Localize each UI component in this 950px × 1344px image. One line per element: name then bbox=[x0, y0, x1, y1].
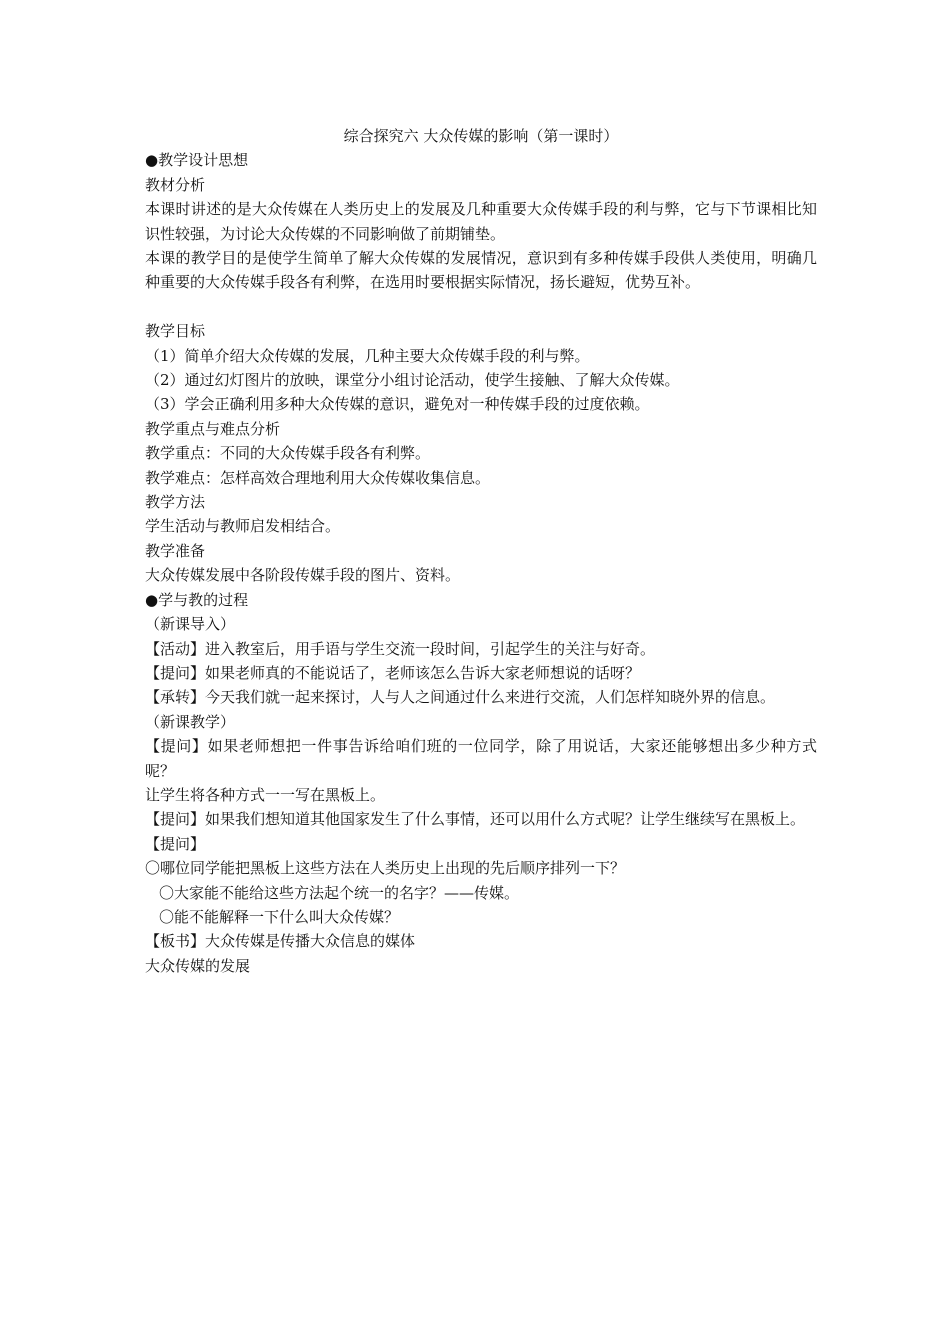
preparation-text: 大众传媒发展中各阶段传媒手段的图片、资料。 bbox=[145, 566, 461, 585]
activity-line: 【活动】进入教室后，用手语与学生交流一段时间，引起学生的关注与好奇。 bbox=[145, 639, 656, 658]
section-heading-design-thoughts: ●教学设计思想 bbox=[145, 151, 249, 170]
question-line-3: 【提问】如果我们想知道其他国家发生了什么事情，还可以用什么方式呢？让学生继续写在黑板上。 bbox=[145, 810, 806, 829]
question-bullet-1: 〇哪位同学能把黑板上这些方法在人类历史上出现的先后顺序排列一下？ bbox=[145, 859, 626, 878]
stage-label-new-lesson: （新课教学） bbox=[145, 712, 236, 731]
document-title: 综合探究六 大众传媒的影响（第一课时） bbox=[343, 127, 619, 145]
stage-label-intro: （新课导入） bbox=[145, 615, 236, 634]
paragraph-material-analysis: 本课时讲述的是大众传媒在人类历史上的发展及几种重要大众传媒手段的利与弊，它与下节课相比知识性较强，为讨论大众传媒的不同影响做了前期铺垫。 bbox=[145, 200, 817, 243]
subheading-teaching-goals: 教学目标 bbox=[145, 322, 206, 341]
question-label: 【提问】 bbox=[145, 834, 206, 853]
goal-item-1: （1）简单介绍大众传媒的发展，几种主要大众传媒手段的利与弊。 bbox=[145, 346, 590, 365]
subheading-key-points: 教学重点与难点分析 bbox=[145, 419, 281, 438]
question-bullet-2: 〇大家能不能给这些方法起个统一的名字？——传媒。 bbox=[159, 883, 520, 902]
document-body bbox=[145, 124, 817, 978]
section-heading-process: ●学与教的过程 bbox=[145, 590, 249, 609]
difficult-point: 教学难点：怎样高效合理地利用大众传媒收集信息。 bbox=[145, 468, 491, 487]
blackboard-note: 【板书】大众传媒是传播大众信息的媒体 bbox=[145, 932, 416, 951]
transition-line: 【承转】今天我们就一起来探讨，人与人之间通过什么来进行交流，人们怎样知晓外界的信息。 bbox=[145, 688, 776, 707]
subheading-preparation: 教学准备 bbox=[145, 541, 206, 560]
goal-item-2: （2）通过幻灯图片的放映，课堂分小组讨论活动，使学生接触、了解大众传媒。 bbox=[145, 371, 680, 390]
teaching-method-text: 学生活动与教师启发相结合。 bbox=[145, 517, 341, 536]
paragraph-teaching-purpose: 本课的教学目的是使学生简单了解大众传媒的发展情况，意识到有多种传媒手段供人类使用，明确几种重要的大众传媒手段各有利弊，在选用时要根据实际情况，扬长避短，优势互补。 bbox=[145, 249, 817, 292]
question-line-2: 【提问】如果老师想把一件事告诉给咱们班的一位同学，除了用说话，大家还能够想出多少种方式呢？ bbox=[145, 737, 817, 780]
question-line-1: 【提问】如果老师真的不能说话了，老师该怎么告诉大家老师想说的话呀？ bbox=[145, 663, 641, 682]
key-point: 教学重点：不同的大众传媒手段各有利弊。 bbox=[145, 444, 431, 463]
blank-line bbox=[145, 295, 817, 319]
subheading-media-development: 大众传媒的发展 bbox=[145, 956, 251, 975]
instruction-line-1: 让学生将各种方式一一写在黑板上。 bbox=[145, 785, 386, 804]
subheading-teaching-method: 教学方法 bbox=[145, 493, 206, 512]
question-bullet-3: 〇能不能解释一下什么叫大众传媒？ bbox=[159, 907, 400, 926]
goal-item-3: （3）学会正确利用多种大众传媒的意识，避免对一种传媒手段的过度依赖。 bbox=[145, 395, 650, 414]
subheading-material-analysis: 教材分析 bbox=[145, 175, 206, 194]
